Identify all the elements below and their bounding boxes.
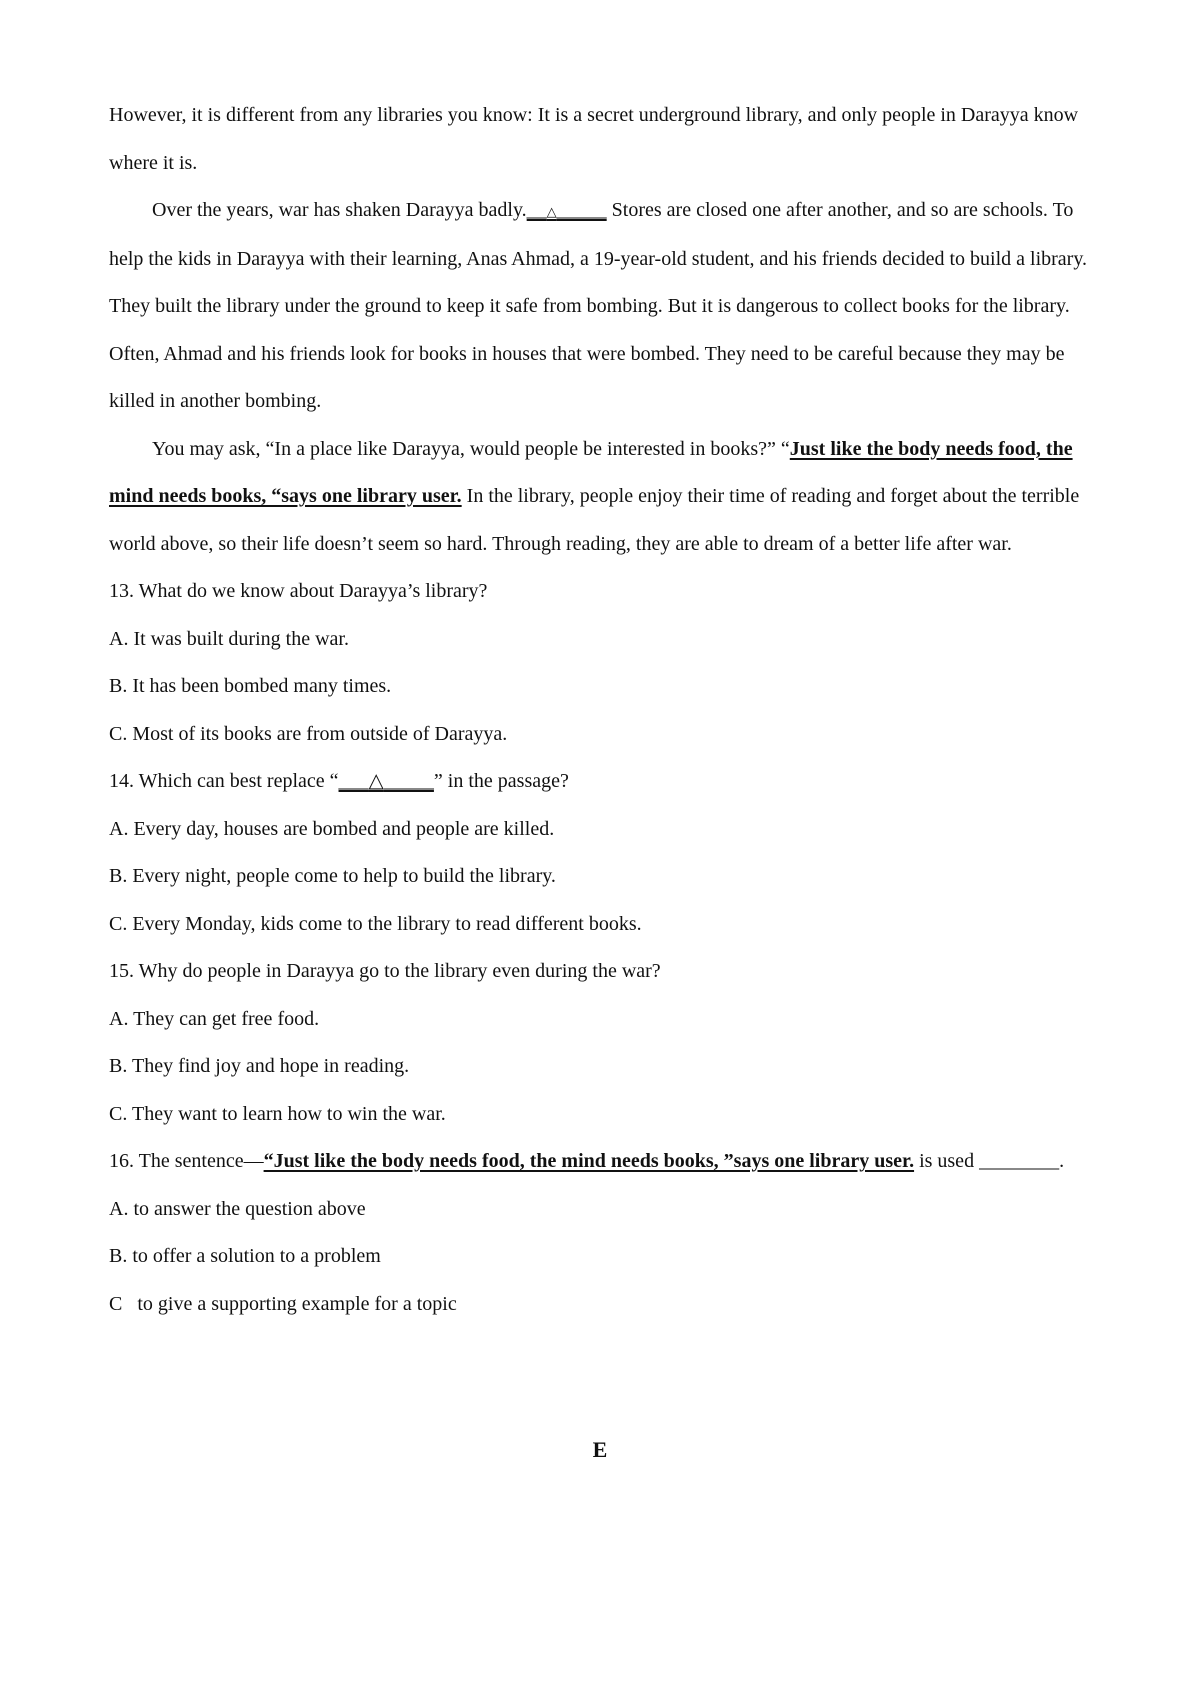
triangle-icon: △ — [546, 204, 557, 219]
question-13-option-a: A. It was built during the war. — [109, 627, 349, 650]
question-16-stem-end: is used ________. — [914, 1150, 1065, 1172]
passage-paragraph-2-start: Over the years, war has shaken Darayya badly. — [152, 199, 527, 221]
document-content — [109, 92, 1109, 1328]
passage-paragraph-2-rest: Stores are closed one after another, and so are schools. To help the kids in Darayya with their learning, Anas Ahmad, a 19-year-old student, and his friends decided to build a library. They built the library under the ground to keep it safe from bombing. But it is dangerous to collect books for the library. Often, Ahmad and his friends look for books in houses that were bombed. They need to be careful because they may be killed in another bombing. — [109, 199, 1088, 412]
blank-line-left: __ — [526, 199, 547, 221]
blank-line-right: _____ — [556, 199, 607, 221]
question-16-option-a: A. to answer the question above — [109, 1197, 366, 1220]
question-16-stem — [109, 1138, 1109, 1186]
section-heading: E — [592, 1437, 608, 1462]
passage-paragraph-3-start: You may ask, “In a place like Darayya, would people be interested in books?” “ — [152, 437, 790, 460]
passage-blank — [527, 199, 607, 221]
blank-line-left: ___ — [338, 770, 369, 792]
question-15-stem: 15. Why do people in Darayya go to the library even during the war? — [109, 960, 661, 982]
question-13-option-c: C. Most of its books are from outside of Darayya. — [109, 722, 508, 745]
question-16-quote: “Just like the body needs food, the mind needs books, ”says one library user. — [263, 1150, 915, 1172]
question-15-option-a: A. They can get free food. — [109, 1007, 320, 1030]
question-14-blank — [339, 770, 434, 792]
question-15-option-c: C. They want to learn how to win the war. — [109, 1102, 446, 1125]
question-16-option-b: B. to offer a solution to a problem — [109, 1245, 381, 1267]
question-14-stem-start: 14. Which can best replace “ — [109, 770, 339, 792]
passage-paragraph-3 — [109, 426, 1109, 569]
triangle-icon: △ — [368, 770, 384, 792]
passage-quote: Just like the body needs food, the mind needs books, “says one library user. — [109, 437, 1073, 507]
passage-paragraph-1: However, it is different from any libraries you know: It is a secret underground library, and only people in Darayya know where it is. — [109, 104, 1079, 174]
question-13-stem: 13. What do we know about Darayya’s library? — [109, 580, 488, 602]
question-14-stem — [109, 758, 1109, 806]
question-16-option-c: C to give a supporting example for a topic — [109, 1292, 457, 1315]
passage-paragraph-3-rest: In the library, people enjoy their time of reading and forget about the terrible world above, so their life doesn’t seem so hard. Through reading, they are able to dream of a better life after war. — [109, 485, 1080, 555]
blank-line-right: _____ — [383, 770, 434, 792]
question-14-option-a: A. Every day, houses are bombed and people are killed. — [109, 817, 555, 840]
question-16-stem-start: 16. The sentence— — [109, 1150, 264, 1172]
question-13-option-b: B. It has been bombed many times. — [109, 675, 392, 697]
question-14-stem-end: ” in the passage? — [433, 770, 569, 792]
question-14-option-c: C. Every Monday, kids come to the library to read different books. — [109, 912, 642, 935]
passage-paragraph-2 — [109, 187, 1109, 426]
question-15-option-b: B. They find joy and hope in reading. — [109, 1055, 410, 1077]
question-14-option-b: B. Every night, people come to help to build the library. — [109, 865, 556, 887]
